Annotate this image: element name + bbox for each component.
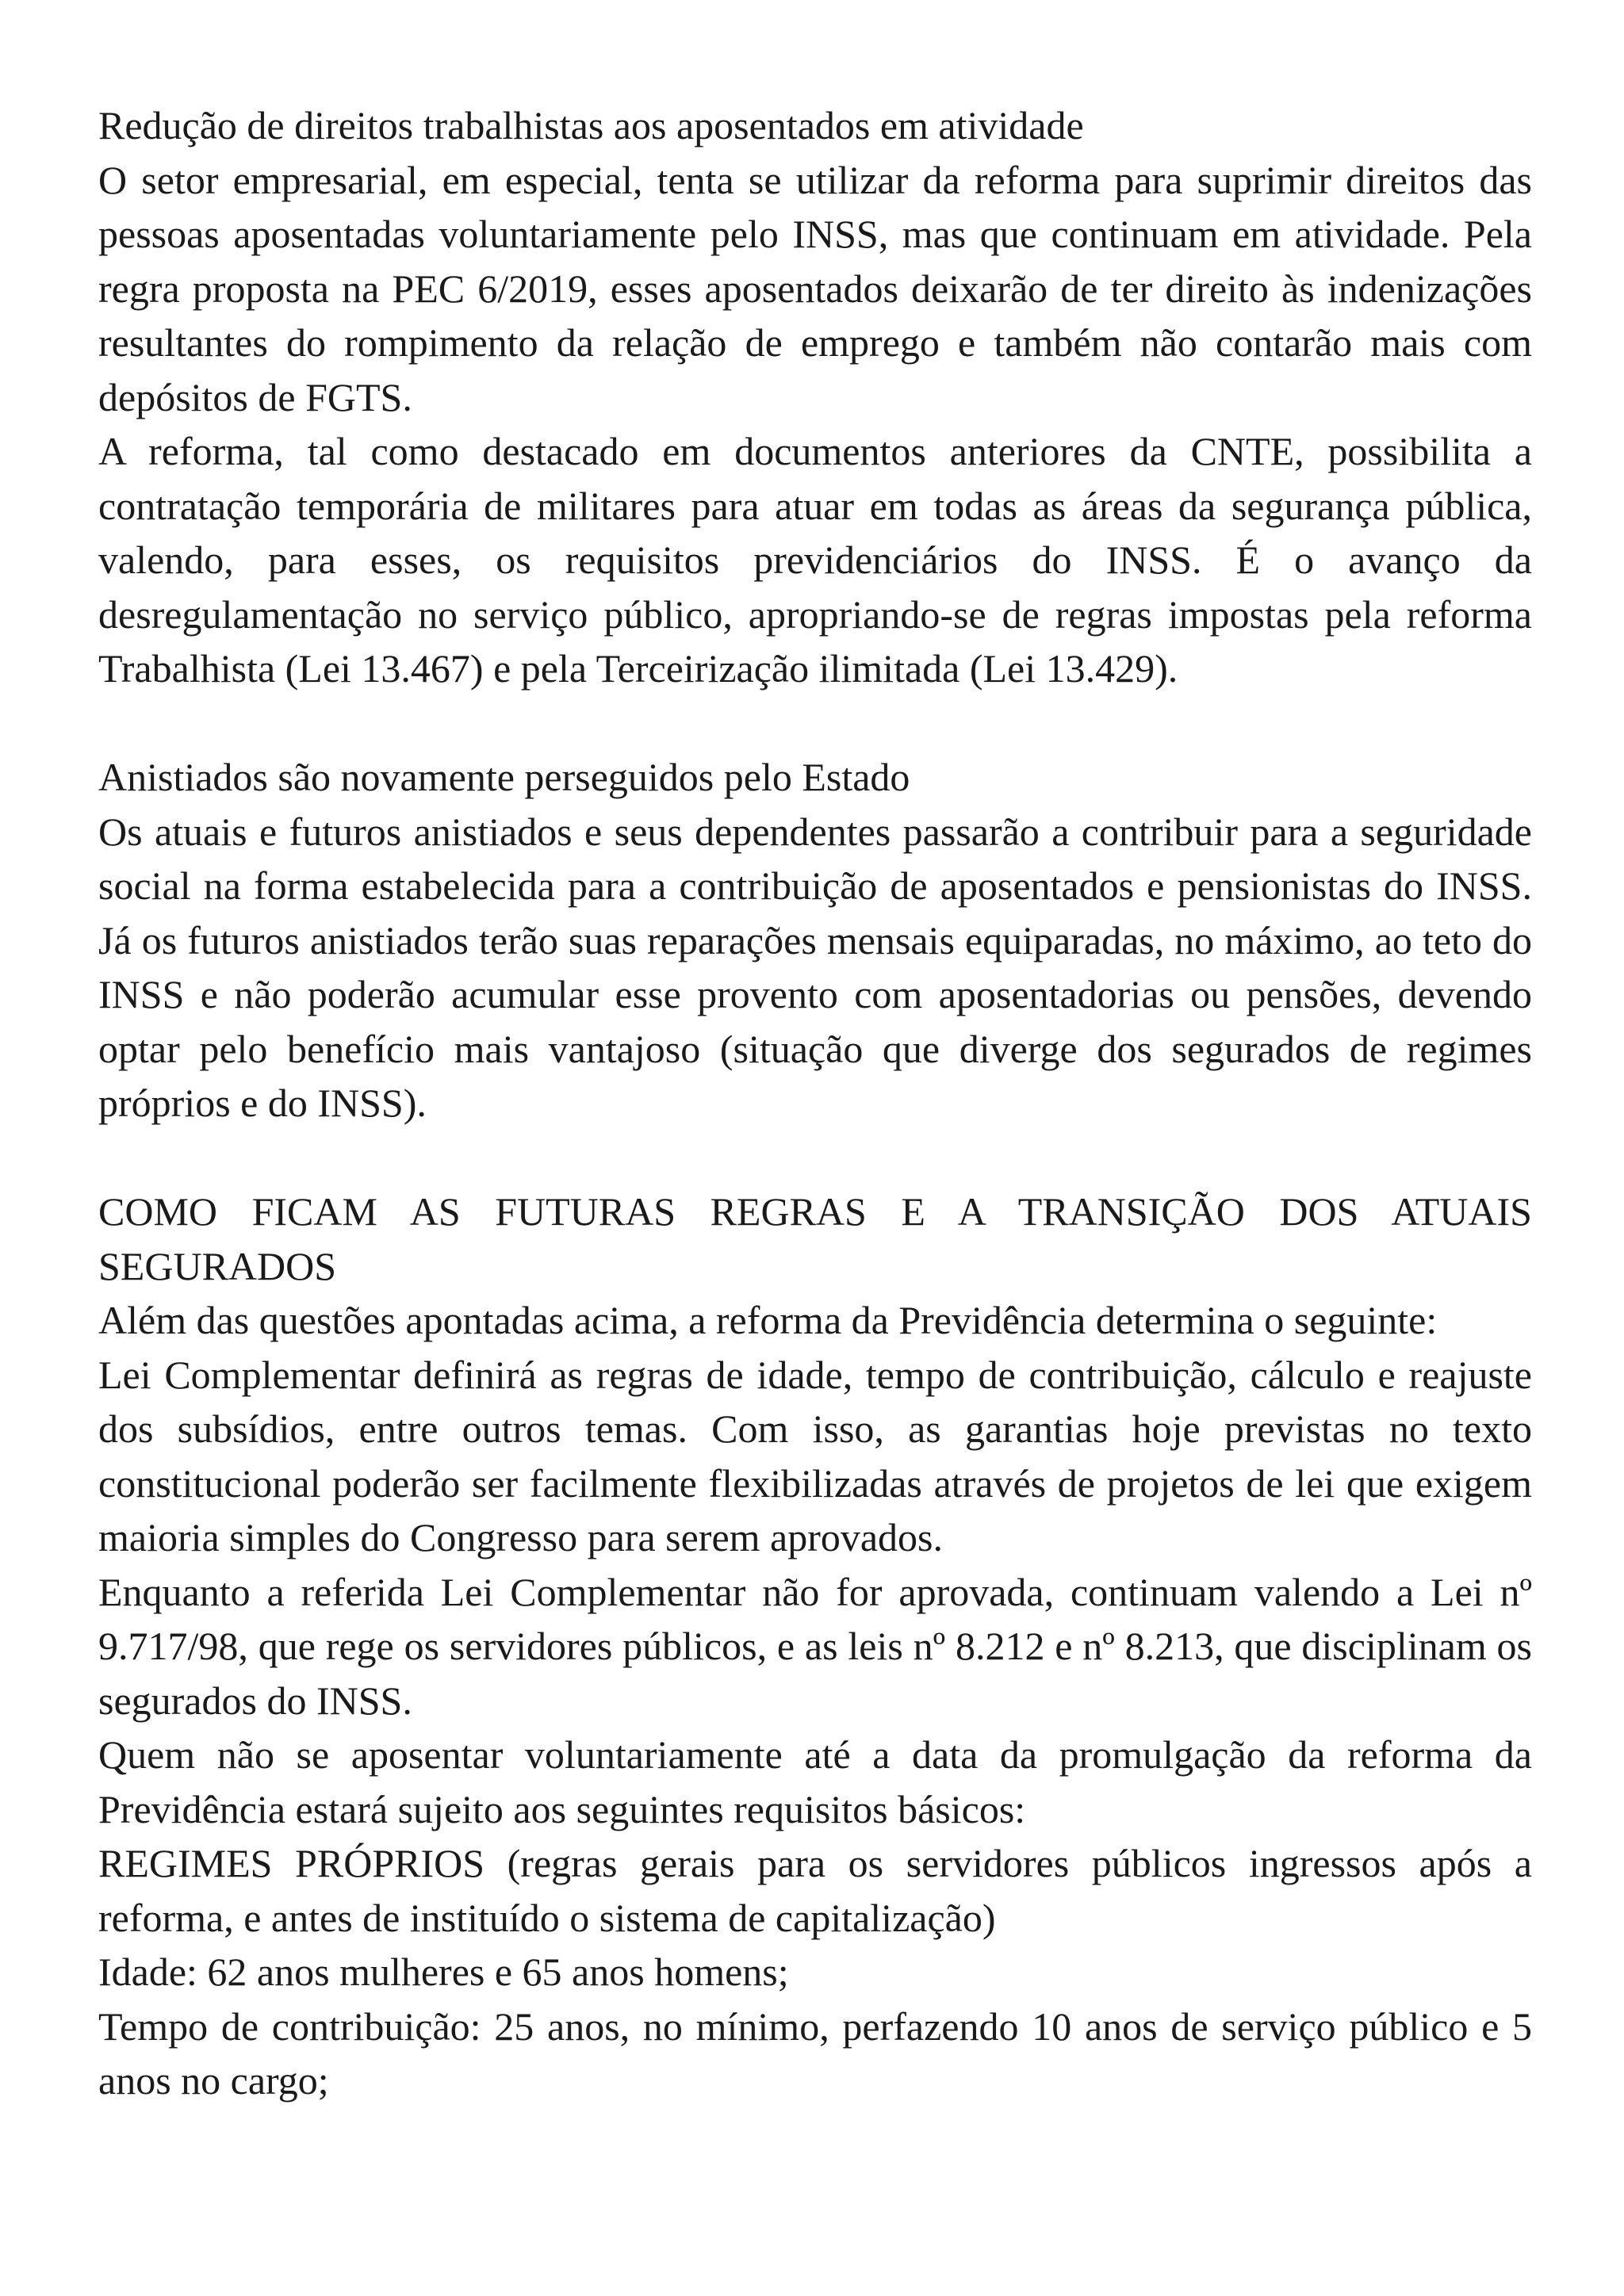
paragraph: O setor empresarial, em especial, tenta se utilizar da reforma para suprimir direitos das pessoas aposentadas voluntariamente pelo INSS, mas que continuam em atividade. Pela regra proposta na PEC 6/2019, esses aposentados deixarão de ter direito às indenizações resultantes do rompimento da relação de emprego e também não contarão mais com depósitos de FGTS. [98,157,1532,419]
paragraph: REGIMES PRÓPRIOS (regras gerais para os servidores públicos ingressos após a reforma, e antes de instituído o sistema de capitalização) [98,1841,1532,1940]
section-heading: Anistiados são novamente perseguidos pelo Estado [98,755,910,799]
paragraph: Lei Complementar definirá as regras de idade, tempo de contribuição, cálculo e reajuste dos subsídios, entre outros temas. Com isso, as garantias hoje previstas no texto constitucional poderão ser facilmente flexibilizadas através de projetos de lei que exigem maioria simples do Congresso para serem aprovados. [98,1352,1532,1559]
section-anistiados [98,750,1532,1131]
paragraph: Tempo de contribuição: 25 anos, no mínimo, perfazendo 10 anos de serviço público e 5 anos no cargo; [98,2003,1532,2103]
section-heading: COMO FICAM AS FUTURAS REGRAS E A TRANSIÇÃO DOS ATUAIS SEGURADOS [98,1189,1532,1288]
section-heading: Redução de direitos trabalhistas aos aposentados em atividade [98,103,1084,147]
paragraph: Os atuais e futuros anistiados e seus dependentes passarão a contribuir para a seguridade social na forma estabelecida para a contribuição de aposentados e pensionistas do INSS. Já os futuros anistiados terão suas reparações mensais equiparadas, no máximo, ao teto do INSS e não poderão acumular esse provento com aposentadorias ou pensões, devendo optar pelo benefício mais vantajoso (situação que diverge dos segurados de regimes próprios e do INSS). [98,809,1532,1125]
paragraph: Idade: 62 anos mulheres e 65 anos homens; [98,1950,789,1994]
paragraph: A reforma, tal como destacado em documentos anteriores da CNTE, possibilita a contratação temporária de militares para atuar em todas as áreas da segurança pública, valendo, para esses, os requisitos previdenciários do INSS. É o avanço da desregulamentação no serviço público, apropriando-se de regras impostas pela reforma Trabalhista (Lei 13.467) e pela Terceirização ilimitada (Lei 13.429). [98,429,1532,691]
paragraph: Além das questões apontadas acima, a reforma da Previdência determina o seguinte: [98,1298,1438,1342]
section-futuras-regras [98,1184,1532,2108]
document-page [98,98,1532,2108]
paragraph: Quem não se aposentar voluntariamente até a data da promulgação da reforma da Previdência estará sujeito aos seguintes requisitos básicos: [98,1732,1532,1831]
paragraph: Enquanto a referida Lei Complementar não for aprovada, continuam valendo a Lei nº 9.717/98, que rege os servidores públicos, e as leis nº 8.212 e nº 8.213, que disciplinam os segurados do INSS. [98,1569,1532,1723]
section-reducao-direitos [98,98,1532,696]
